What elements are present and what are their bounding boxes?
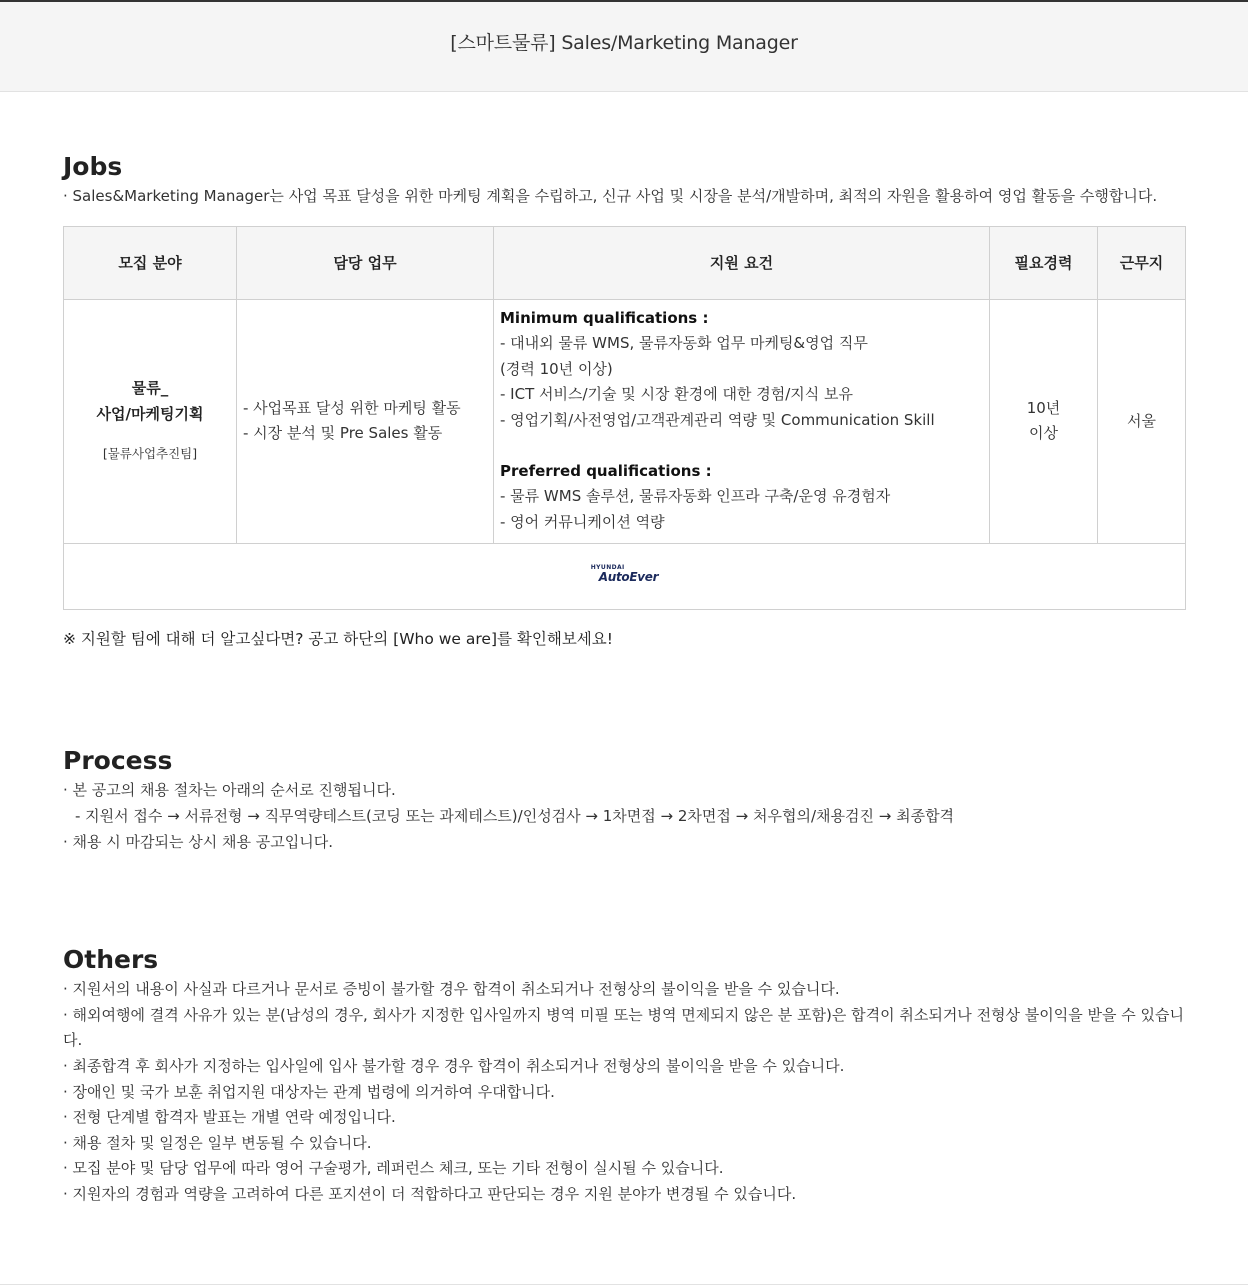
- table-row: [64, 299, 1186, 544]
- duty-item: - 시장 분석 및 Pre Sales 활동: [243, 424, 443, 443]
- team-name: [물류사업추진팀]: [102, 446, 198, 462]
- others-item: · 최종합격 후 회사가 지정하는 입사일에 입사 불가할 경우 경우 합격이 취소되거나 전형상의 불이익을 받을 수 있습니다.: [63, 1054, 1185, 1080]
- jobs-heading: Jobs: [63, 152, 123, 181]
- experience-cell: [990, 299, 1098, 544]
- logo-top-text: HYUNDAI: [590, 564, 625, 572]
- location-cell: 서울: [1098, 299, 1186, 544]
- others-item: · 해외여행에 결격 사유가 있는 분(남성의 경우, 회사가 지정한 입사일까지 병역 미필 또는 병역 면제되지 않은 분 포함)은 합격이 취소되거나 전형상 불이익을 받을 수 있습니다.: [63, 1003, 1185, 1054]
- preferred-qualifications-title: Preferred qualifications :: [500, 461, 712, 480]
- header-experience: 필요경력: [990, 226, 1098, 299]
- content: [63, 150, 1185, 1207]
- requirement-item: - 물류 WMS 솔루션, 물류자동화 인프라 구축/운영 유경험자: [500, 487, 891, 506]
- field-cell: [64, 299, 237, 544]
- header-requirements: 지원 요건: [494, 226, 990, 299]
- others-item: · 전형 단계별 합격자 발표는 개별 연락 예정입니다.: [63, 1105, 1185, 1131]
- process-line: · 채용 시 마감되는 상시 채용 공고입니다.: [63, 830, 1185, 856]
- team-info-note: ※ 지원할 팀에 대해 더 알고싶다면? 공고 하단의 [Who we are]를 확인해보세요!: [63, 630, 613, 649]
- others-item: · 지원서의 내용이 사실과 다르거나 문서로 증빙이 불가할 경우 합격이 취소되거나 전형상의 불이익을 받을 수 있습니다.: [63, 977, 1185, 1003]
- process-steps: - 지원서 접수 → 서류전형 → 직무역량테스트(코딩 또는 과제테스트)/인성검사 → 1차면접 → 2차면접 → 처우협의/채용검진 → 최종합격: [75, 806, 955, 825]
- logo-bottom-text: AutoEver: [598, 570, 659, 585]
- field-name-line1: 물류_: [131, 379, 169, 398]
- hyundai-autoever-logo: [591, 565, 659, 583]
- field-name-line2: 사업/마케팅기획: [96, 404, 204, 423]
- requirement-item: - ICT 서비스/기술 및 시장 환경에 대한 경험/지식 보유: [500, 385, 854, 404]
- duties-cell: [237, 299, 494, 544]
- jobs-intro: · Sales&Marketing Manager는 사업 목표 달성을 위한 마케팅 계획을 수립하고, 신규 사업 및 시장을 분석/개발하며, 최적의 자원을 활용하여 영업 활동을 수행합니다.: [63, 187, 1158, 205]
- requirement-item: - 영업기획/사전영업/고객관계관리 역량 및 Communication Skill: [500, 410, 935, 429]
- logo-cell: [64, 544, 1186, 610]
- others-item: · 모집 분야 및 담당 업무에 따라 영어 구술평가, 레퍼런스 체크, 또는 기타 전형이 실시될 수 있습니다.: [63, 1156, 1185, 1182]
- bottom-divider: [0, 1284, 1248, 1285]
- page-title: [스마트물류] Sales/Marketing Manager: [450, 32, 798, 54]
- requirement-item: - 영어 커뮤니케이션 역량: [500, 512, 665, 531]
- page-header: [0, 0, 1248, 92]
- logo-row: [64, 544, 1186, 610]
- experience-line1: 10년: [1026, 398, 1061, 417]
- duty-item: - 사업목표 달성 위한 마케팅 활동: [243, 398, 461, 417]
- requirement-item: - 대내외 물류 WMS, 물류자동화 업무 마케팅&영업 직무: [500, 334, 868, 353]
- requirements-cell: [494, 299, 990, 544]
- spacer: [500, 434, 983, 459]
- process-heading: Process: [63, 746, 173, 776]
- requirement-item: (경력 10년 이상): [500, 359, 613, 378]
- others-item: · 장애인 및 국가 보훈 취업지원 대상자는 관계 법령에 의거하여 우대합니다.: [63, 1080, 1185, 1106]
- header-location: 근무지: [1098, 226, 1186, 299]
- others-heading: Others: [63, 945, 159, 975]
- others-item: · 지원자의 경험과 역량을 고려하여 다른 포지션이 더 적합하다고 판단되는 경우 지원 분야가 변경될 수 있습니다.: [63, 1182, 1185, 1208]
- jobs-table: [63, 226, 1186, 611]
- table-header-row: [64, 226, 1186, 299]
- minimum-qualifications-title: Minimum qualifications :: [500, 308, 709, 327]
- header-duties: 담당 업무: [237, 226, 494, 299]
- others-item: · 채용 절차 및 일정은 일부 변동될 수 있습니다.: [63, 1131, 1185, 1157]
- experience-line2: 이상: [1029, 424, 1058, 443]
- header-field: 모집 분야: [64, 226, 237, 299]
- process-line: · 본 공고의 채용 절차는 아래의 순서로 진행됩니다.: [63, 778, 1185, 804]
